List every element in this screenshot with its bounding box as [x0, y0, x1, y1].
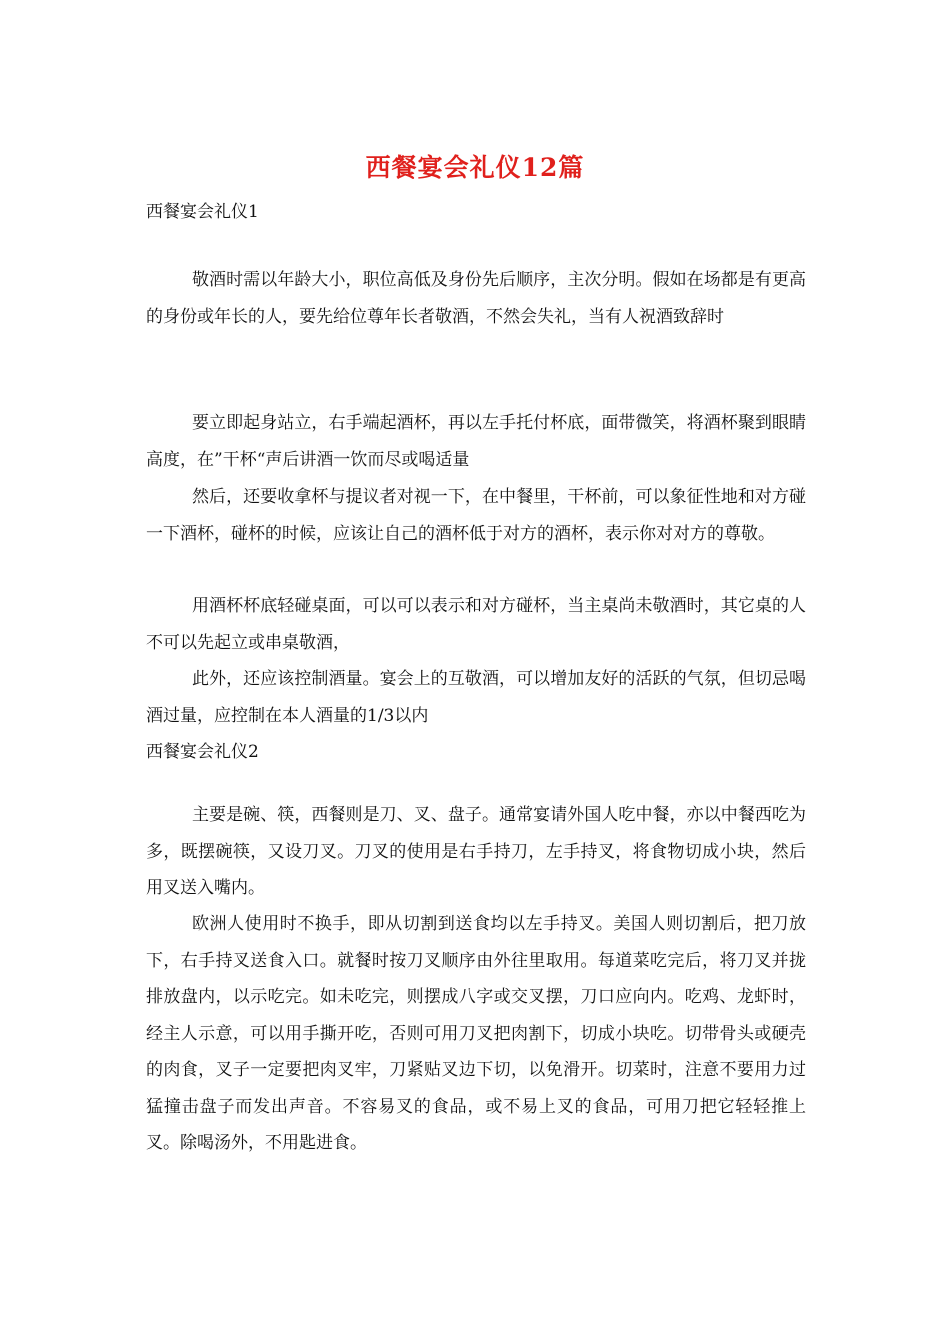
section-heading: 西餐宴会礼仪1 — [146, 202, 259, 222]
paragraph: 主要是碗、筷，西餐则是刀、叉、盘子。通常宴请外国人吃中餐，亦以中餐西吃为多，既摆碗筷，又设刀叉。刀叉的使用是右手持刀，左手持叉，将食物切成小块，然后用叉送入嘴内。 — [146, 805, 806, 898]
paragraph: 欧洲人使用时不换手，即从切割到送食均以左手持叉。美国人则切割后，把刀放下，右手持叉送食入口。就餐时按刀叉顺序由外往里取用。每道菜吃完后，将刀叉并拢排放盘内，以示吃完。如未吃完，则摆成八字或交叉摆，刀口应向内。吃鸡、龙虾时，经主人示意，可以用手撕开吃，否则可用刀叉把肉割下，切成小块吃。切带骨头或硬壳的肉食，叉子一定要把肉叉牢，刀紧贴叉边下切，以免滑开。切菜时，注意不要用力过猛撞击盘子而发出声音。不容易叉的食品，或不易上叉的食品，可用刀把它轻轻推上叉。除喝汤外，不用匙进食。 — [146, 914, 806, 1153]
section-heading: 西餐宴会礼仪2 — [146, 742, 259, 762]
paragraph: 敬酒时需以年龄大小，职位高低及身份先后顺序，主次分明。假如在场都是有更高的身份或年长的人，要先给位尊年长者敬酒，不然会失礼，当有人祝酒致辞时 — [146, 270, 806, 327]
paragraph: 用酒杯杯底轻碰桌面，可以可以表示和对方碰杯，当主桌尚未敬酒时，其它桌的人不可以先起立或串桌敬酒， — [146, 596, 806, 653]
paragraph: 然后，还要收拿杯与提议者对视一下，在中餐里，干杯前，可以象征性地和对方碰一下酒杯，碰杯的时候，应该让自己的酒杯低于对方的酒杯，表示你对对方的尊敬。 — [146, 487, 806, 544]
paragraph: 此外，还应该控制酒量。宴会上的互敬酒，可以增加友好的活跃的气氛，但切忌喝酒过量，应控制在本人酒量的1/3以内 — [146, 669, 806, 726]
document-title: 西餐宴会礼仪12篇 — [365, 153, 585, 182]
paragraph: 要立即起身站立，右手端起酒杯，再以左手托付杯底，面带微笑，将酒杯聚到眼睛高度，在”干杯“声后讲酒一饮而尽或喝适量 — [146, 413, 806, 470]
